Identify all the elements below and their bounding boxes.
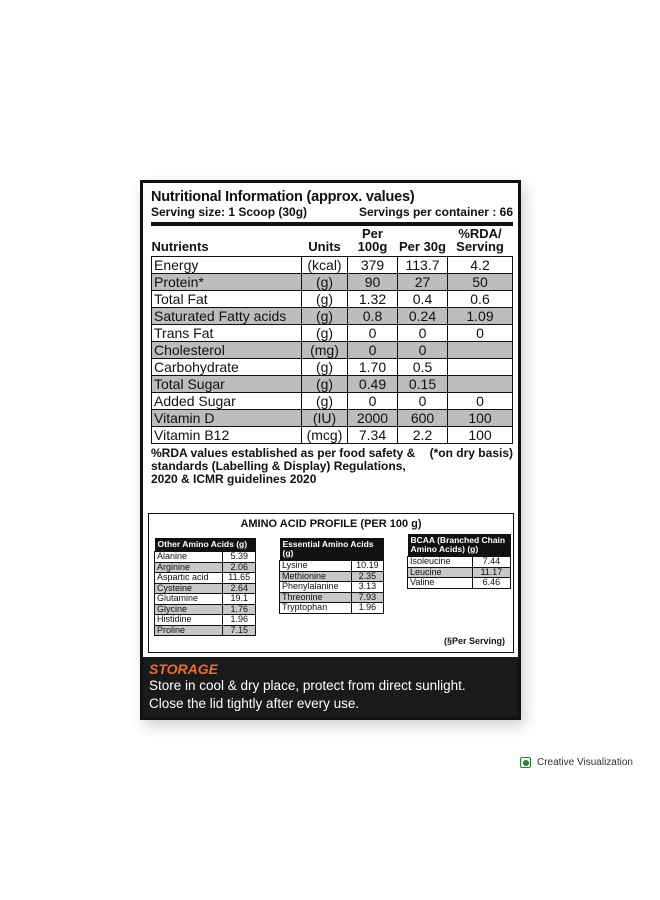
nutrient-unit: (g)	[302, 291, 348, 308]
nutrition-label	[140, 180, 521, 720]
nutrition-table	[151, 226, 513, 444]
bcaa-value: 11.17	[472, 567, 510, 578]
nutrient-per30: 0.24	[398, 308, 448, 325]
nutrient-rda: 0.6	[448, 291, 513, 308]
essential-amino-name: Threonine	[280, 592, 352, 603]
bcaa-value: 7.44	[472, 557, 510, 568]
nutrient-name: Trans Fat	[152, 325, 302, 342]
other-amino-name: Proline	[155, 625, 223, 636]
nutrition-row	[152, 291, 513, 308]
storage-line-1: Store in cool & dry place, protect from direct sunlight.	[149, 678, 466, 693]
other-amino-name: Cysteine	[155, 583, 223, 594]
nutrition-footnote	[151, 447, 513, 486]
bcaa-value: 6.46	[472, 578, 510, 589]
nutrition-row	[152, 427, 513, 444]
other-amino-value: 2.64	[223, 583, 256, 594]
nutrient-name: Total Fat	[152, 291, 302, 308]
nutrient-per100: 0	[348, 393, 398, 410]
essential-amino-value: 1.96	[351, 603, 383, 614]
other-amino-row	[155, 583, 256, 594]
nutrient-per30: 27	[398, 274, 448, 291]
other-amino-row	[155, 573, 256, 584]
nutrient-name: Energy	[152, 257, 302, 274]
creative-visualization-badge	[520, 757, 633, 768]
other-amino-row	[155, 615, 256, 626]
essential-amino-row	[280, 592, 384, 603]
nutrient-rda	[448, 376, 513, 393]
bcaa-row	[408, 567, 511, 578]
nutrient-per30: 2.2	[398, 427, 448, 444]
nutrient-per100: 0	[348, 342, 398, 359]
nutrient-unit: (g)	[302, 393, 348, 410]
other-amino-name: Alanine	[155, 552, 223, 563]
servings-per-container: Servings per container : 66	[358, 205, 513, 219]
header-nutrients: Nutrients	[151, 239, 209, 254]
nutrient-rda: 0	[448, 393, 513, 410]
other-amino-name: Glutamine	[155, 594, 223, 605]
nutrient-name: Total Sugar	[152, 376, 302, 393]
other-amino-table	[154, 538, 256, 636]
other-amino-value: 1.96	[223, 615, 256, 626]
other-amino-name: Aspartic acid	[155, 573, 223, 584]
other-amino-value: 11.65	[223, 573, 256, 584]
nutrient-name: Protein*	[152, 274, 302, 291]
bcaa-row	[408, 578, 511, 589]
bcaa-row	[408, 557, 511, 568]
other-amino-row	[155, 625, 256, 636]
nutrition-header-row	[152, 226, 513, 257]
nutrition-row	[152, 393, 513, 410]
nutrient-name: Added Sugar	[152, 393, 302, 410]
nutrient-rda: 4.2	[448, 257, 513, 274]
essential-amino-row	[280, 571, 384, 582]
nutrient-name: Cholesterol	[152, 342, 302, 359]
nutrient-rda	[448, 359, 513, 376]
essential-amino-row	[280, 582, 384, 593]
nutrient-per100: 0	[348, 325, 398, 342]
per-serving-note: (§Per Serving)	[443, 636, 505, 646]
nutrient-per30: 600	[398, 410, 448, 427]
nutrient-rda: 50	[448, 274, 513, 291]
other-amino-value: 5.39	[223, 552, 256, 563]
essential-amino-name: Lysine	[280, 561, 352, 572]
nutrient-per30: 0.5	[398, 359, 448, 376]
nutrition-row	[152, 342, 513, 359]
essential-amino-row	[280, 603, 384, 614]
serving-size: Serving size: 1 Scoop (30g)	[151, 205, 308, 219]
nutrition-rows	[152, 257, 513, 444]
nutrient-unit: (kcal)	[302, 257, 348, 274]
essential-amino-table	[279, 538, 384, 614]
other-amino-value: 19.1	[223, 594, 256, 605]
other-amino-value: 2.06	[223, 562, 256, 573]
other-amino-name: Glycine	[155, 604, 223, 615]
essential-amino-name: Methionine	[280, 571, 352, 582]
nutrient-per100: 1.70	[348, 359, 398, 376]
dry-basis-note: (*on dry basis)	[429, 446, 513, 460]
nutrient-unit: (IU)	[302, 410, 348, 427]
essential-amino-value: 10.19	[351, 561, 383, 572]
nutrient-rda	[448, 342, 513, 359]
storage-line-2: Close the lid tightly after every use.	[149, 696, 360, 711]
nutrient-unit: (g)	[302, 359, 348, 376]
nutrient-name: Saturated Fatty acids	[152, 308, 302, 325]
nutrition-panel	[151, 189, 513, 486]
nutrient-name: Vitamin B12	[152, 427, 302, 444]
nutrition-row	[152, 325, 513, 342]
nutrient-per100: 7.34	[348, 427, 398, 444]
nutrient-name: Vitamin D	[152, 410, 302, 427]
nutrient-rda: 1.09	[448, 308, 513, 325]
bcaa-header: BCAA (Branched Chain Amino Acids) (g)	[408, 534, 511, 557]
nutrient-per30: 0	[398, 393, 448, 410]
essential-amino-name: Phenylalanine	[280, 582, 352, 593]
header-units: Units	[308, 239, 341, 254]
header-per100: Per 100g	[357, 226, 388, 254]
nutrient-per100: 2000	[348, 410, 398, 427]
essential-amino-row	[280, 561, 384, 572]
other-amino-row	[155, 604, 256, 615]
nutrient-per100: 0.49	[348, 376, 398, 393]
other-amino-row	[155, 562, 256, 573]
nutrient-rda: 100	[448, 427, 513, 444]
nutrient-unit: (mg)	[302, 342, 348, 359]
nutrient-per100: 90	[348, 274, 398, 291]
nutrient-per30: 0	[398, 342, 448, 359]
nutrient-unit: (g)	[302, 325, 348, 342]
nutrition-row	[152, 274, 513, 291]
nutrition-row	[152, 376, 513, 393]
nutrient-unit: (g)	[302, 308, 348, 325]
nutrient-per30: 0.4	[398, 291, 448, 308]
nutrient-per100: 1.32	[348, 291, 398, 308]
amino-title: AMINO ACID PROFILE (PER 100 g)	[240, 518, 422, 530]
nutrient-unit: (mcg)	[302, 427, 348, 444]
essential-amino-value: 3.13	[351, 582, 383, 593]
nutrition-row	[152, 410, 513, 427]
nutrient-per100: 379	[348, 257, 398, 274]
storage-section	[143, 657, 518, 717]
storage-heading: STORAGE	[149, 661, 218, 677]
nutrition-title: Nutritional Information (approx. values)	[151, 189, 415, 205]
nutrient-unit: (g)	[302, 274, 348, 291]
other-amino-row	[155, 552, 256, 563]
other-amino-row	[155, 594, 256, 605]
header-rda: %RDA/ Serving	[456, 226, 504, 254]
amino-acid-profile	[148, 513, 514, 653]
rda-note: %RDA values established as per food safety & standards (Labelling & Display) Regulations, 2020 & ICMR guidelines 2020	[151, 446, 416, 486]
veg-dot-icon	[520, 757, 531, 768]
nutrient-per100: 0.8	[348, 308, 398, 325]
other-amino-header: Other Amino Acids (g)	[155, 538, 256, 552]
bcaa-table	[407, 534, 511, 589]
badge-text: Creative Visualization	[537, 757, 633, 768]
essential-amino-value: 2.35	[351, 571, 383, 582]
other-amino-name: Histidine	[155, 615, 223, 626]
nutrient-name: Carbohydrate	[152, 359, 302, 376]
other-amino-name: Arginine	[155, 562, 223, 573]
essential-amino-header: Essential Amino Acids (g)	[280, 538, 384, 561]
essential-amino-name: Tryptophan	[280, 603, 352, 614]
bcaa-name: Isoleucine	[408, 557, 473, 568]
nutrient-per30: 113.7	[398, 257, 448, 274]
bcaa-name: Leucine	[408, 567, 473, 578]
bcaa-name: Valine	[408, 578, 473, 589]
nutrient-per30: 0	[398, 325, 448, 342]
nutrition-row	[152, 308, 513, 325]
serving-info	[151, 205, 513, 220]
essential-amino-value: 7.93	[351, 592, 383, 603]
other-amino-value: 7.15	[223, 625, 256, 636]
nutrition-row	[152, 257, 513, 274]
nutrient-rda: 100	[448, 410, 513, 427]
nutrient-rda: 0	[448, 325, 513, 342]
nutrient-unit: (g)	[302, 376, 348, 393]
nutrient-per30: 0.15	[398, 376, 448, 393]
header-per30: Per 30g	[399, 239, 446, 254]
other-amino-value: 1.76	[223, 604, 256, 615]
nutrition-row	[152, 359, 513, 376]
